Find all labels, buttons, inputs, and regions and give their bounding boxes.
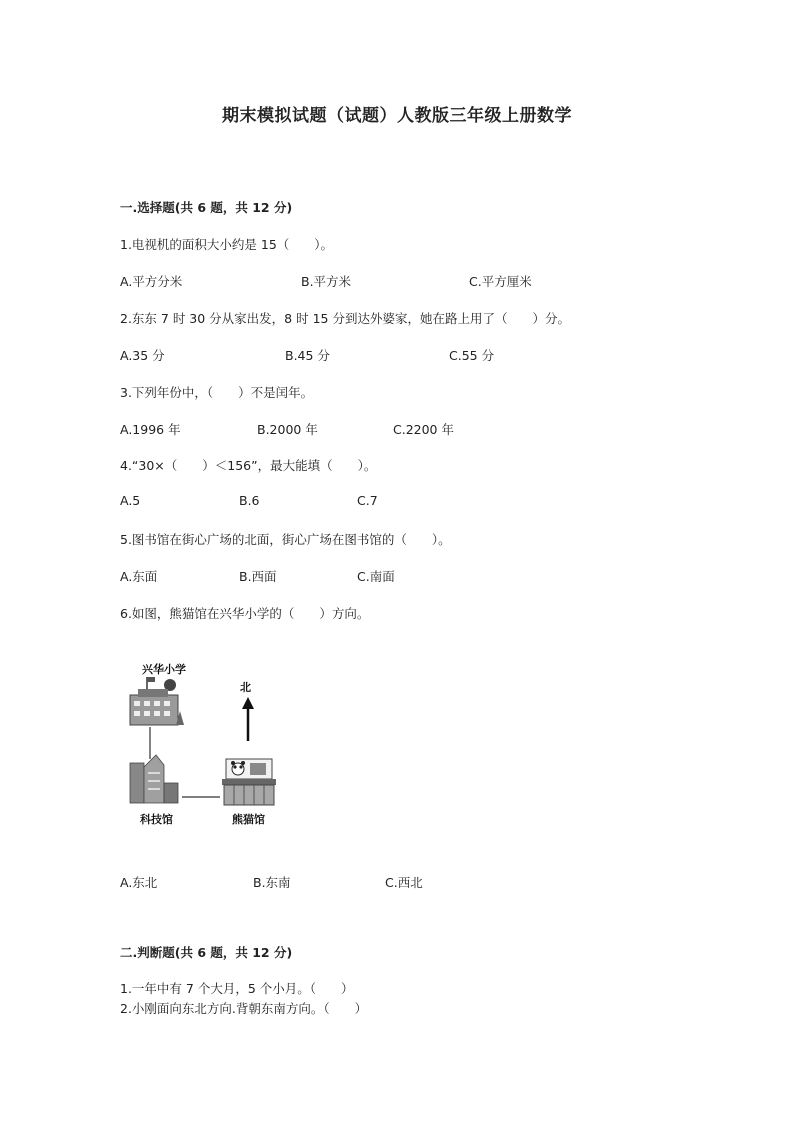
q3-option-b: B.2000 年 — [257, 422, 318, 437]
school-label: 兴华小学 — [142, 663, 186, 676]
north-arrow-icon — [242, 697, 254, 741]
panda-house-label: 熊猫馆 — [232, 813, 265, 826]
science-museum-label: 科技馆 — [140, 813, 173, 826]
section-heading-judgement: 二.判断题(共 6 题，共 12 分) — [120, 945, 293, 960]
q3-option-c: C.2200 年 — [393, 422, 454, 437]
question-2: 2.东东 7 时 30 分从家出发，8 时 15 分到达外婆家，她在路上用了（ ）分。 — [120, 311, 570, 326]
q1-option-a: A.平方分米 — [120, 274, 183, 289]
q6-option-a: A.东北 — [120, 875, 158, 890]
question-4: 4.“30×（ ）＜156”，最大能填（ ）。 — [120, 458, 377, 473]
judgement-question-1: 1.一年中有 7 个大月，5 个小月。（ ） — [120, 981, 354, 996]
panda-house-icon — [222, 759, 276, 805]
question-5: 5.图书馆在街心广场的北面，街心广场在图书馆的（ ）。 — [120, 532, 451, 547]
north-label: 北 — [240, 681, 251, 694]
q2-option-c: C.55 分 — [449, 348, 495, 363]
question-1: 1.电视机的面积大小约是 15（ ）。 — [120, 237, 334, 252]
section-heading-choice: 一.选择题(共 6 题，共 12 分) — [120, 200, 293, 215]
judgement-question-2: 2.小刚面向东北方向.背朝东南方向。（ ） — [120, 1001, 368, 1016]
q3-option-a: A.1996 年 — [120, 422, 181, 437]
science-museum-icon — [130, 755, 178, 803]
q5-option-a: A.东面 — [120, 569, 158, 584]
q2-option-b: B.45 分 — [285, 348, 330, 363]
question-3: 3.下列年份中，（ ）不是闰年。 — [120, 385, 314, 400]
q6-option-b: B.东南 — [253, 875, 291, 890]
question-6: 6.如图，熊猫馆在兴华小学的（ ）方向。 — [120, 606, 370, 621]
q1-option-c: C.平方厘米 — [469, 274, 532, 289]
q5-option-b: B.西面 — [239, 569, 277, 584]
q4-option-c: C.7 — [357, 493, 378, 508]
page-title: 期末模拟试题（试题）人教版三年级上册数学 — [222, 106, 572, 126]
q5-option-c: C.南面 — [357, 569, 395, 584]
q4-option-a: A.5 — [120, 493, 141, 508]
direction-map-figure — [120, 655, 290, 835]
q1-option-b: B.平方米 — [301, 274, 352, 289]
q2-option-a: A.35 分 — [120, 348, 165, 363]
q6-option-c: C.西北 — [385, 875, 423, 890]
q4-option-b: B.6 — [239, 493, 260, 508]
school-building-icon — [130, 677, 184, 725]
